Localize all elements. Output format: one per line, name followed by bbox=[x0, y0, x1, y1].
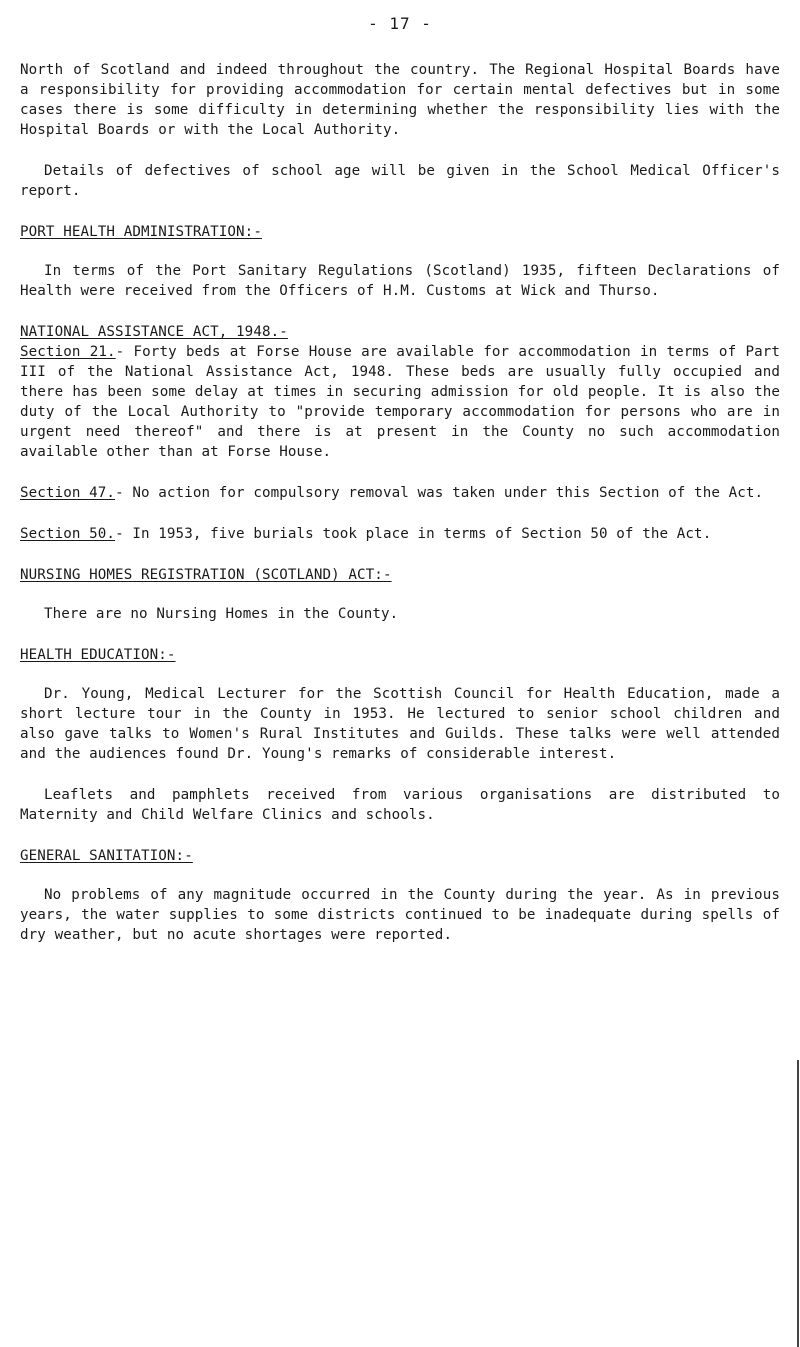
section-21-paragraph bbox=[20, 342, 780, 462]
document-body bbox=[20, 60, 780, 966]
section-47-text: - No action for compulsory removal was taken under this Section of the Act. bbox=[115, 485, 764, 501]
nursing-homes-section bbox=[20, 565, 780, 624]
port-health-section bbox=[20, 222, 780, 301]
health-education-paragraph: Dr. Young, Medical Lecturer for the Scottish Council for Health Education, made a short lecture tour in the County in 1953. He lectured to senior school children and also gave talks to Women's Rural Institutes and Guilds. These talks were well attended and the audiences found Dr. Young's remarks of considerable interest. bbox=[20, 686, 780, 762]
national-assistance-heading: NATIONAL ASSISTANCE ACT, 1948.- bbox=[20, 324, 288, 340]
section-50-text: - In 1953, five burials took place in terms of Section 50 of the Act. bbox=[115, 526, 712, 542]
school-defectives-paragraph: Details of defectives of school age will be given in the School Medical Officer's report. bbox=[20, 163, 780, 199]
section-47-paragraph bbox=[20, 483, 780, 503]
section-47-label: Section 47. bbox=[20, 485, 116, 501]
intro-paragraph: North of Scotland and indeed throughout the country. The Regional Hospital Boards have a responsibility for providing accommodation for certain mental defectives but in some cases there is some difficulty in determining whether the responsibility lies with the Hospital Boards or with the Local Authority. bbox=[20, 62, 780, 138]
section-21-label: Section 21. bbox=[20, 344, 116, 360]
health-education-section bbox=[20, 645, 780, 825]
national-assistance-section bbox=[20, 322, 780, 544]
general-sanitation-heading: GENERAL SANITATION:- bbox=[20, 848, 193, 864]
section-21-text: - Forty beds at Forse House are available for accommodation in terms of Part III of the National Assistance Act, 1948. These beds are usually fully occupied and there has been some delay at times in securing admission for old people. It is also the duty of the Local Authority to "provide temporary accommodation for persons who are in urgent need thereof" and there is at present in the County no such accommodation available other than at Forse House. bbox=[20, 344, 781, 460]
health-education-heading: HEALTH EDUCATION:- bbox=[20, 647, 176, 663]
health-education-leaflets-paragraph: Leaflets and pamphlets received from various organisations are distributed to Maternity and Child Welfare Clinics and schools. bbox=[20, 787, 780, 823]
section-50-label: Section 50. bbox=[20, 526, 116, 542]
general-sanitation-text: No problems of any magnitude occurred in the County during the year. As in previous years, the water supplies to some districts continued to be inadequate during spells of dry weather, but no acute shortages were reported. bbox=[20, 887, 780, 943]
scan-edge-line bbox=[797, 1060, 799, 1347]
port-health-heading: PORT HEALTH ADMINISTRATION:- bbox=[20, 224, 262, 240]
port-health-text: In terms of the Port Sanitary Regulations (Scotland) 1935, fifteen Declarations of Health were received from the Officers of H.M. Customs at Wick and Thurso. bbox=[20, 263, 780, 299]
nursing-homes-text: There are no Nursing Homes in the County. bbox=[44, 606, 399, 622]
general-sanitation-section bbox=[20, 846, 780, 945]
nursing-homes-heading: NURSING HOMES REGISTRATION (SCOTLAND) ACT:- bbox=[20, 567, 392, 583]
page-number: - 17 - bbox=[368, 14, 432, 33]
section-50-paragraph bbox=[20, 524, 780, 544]
